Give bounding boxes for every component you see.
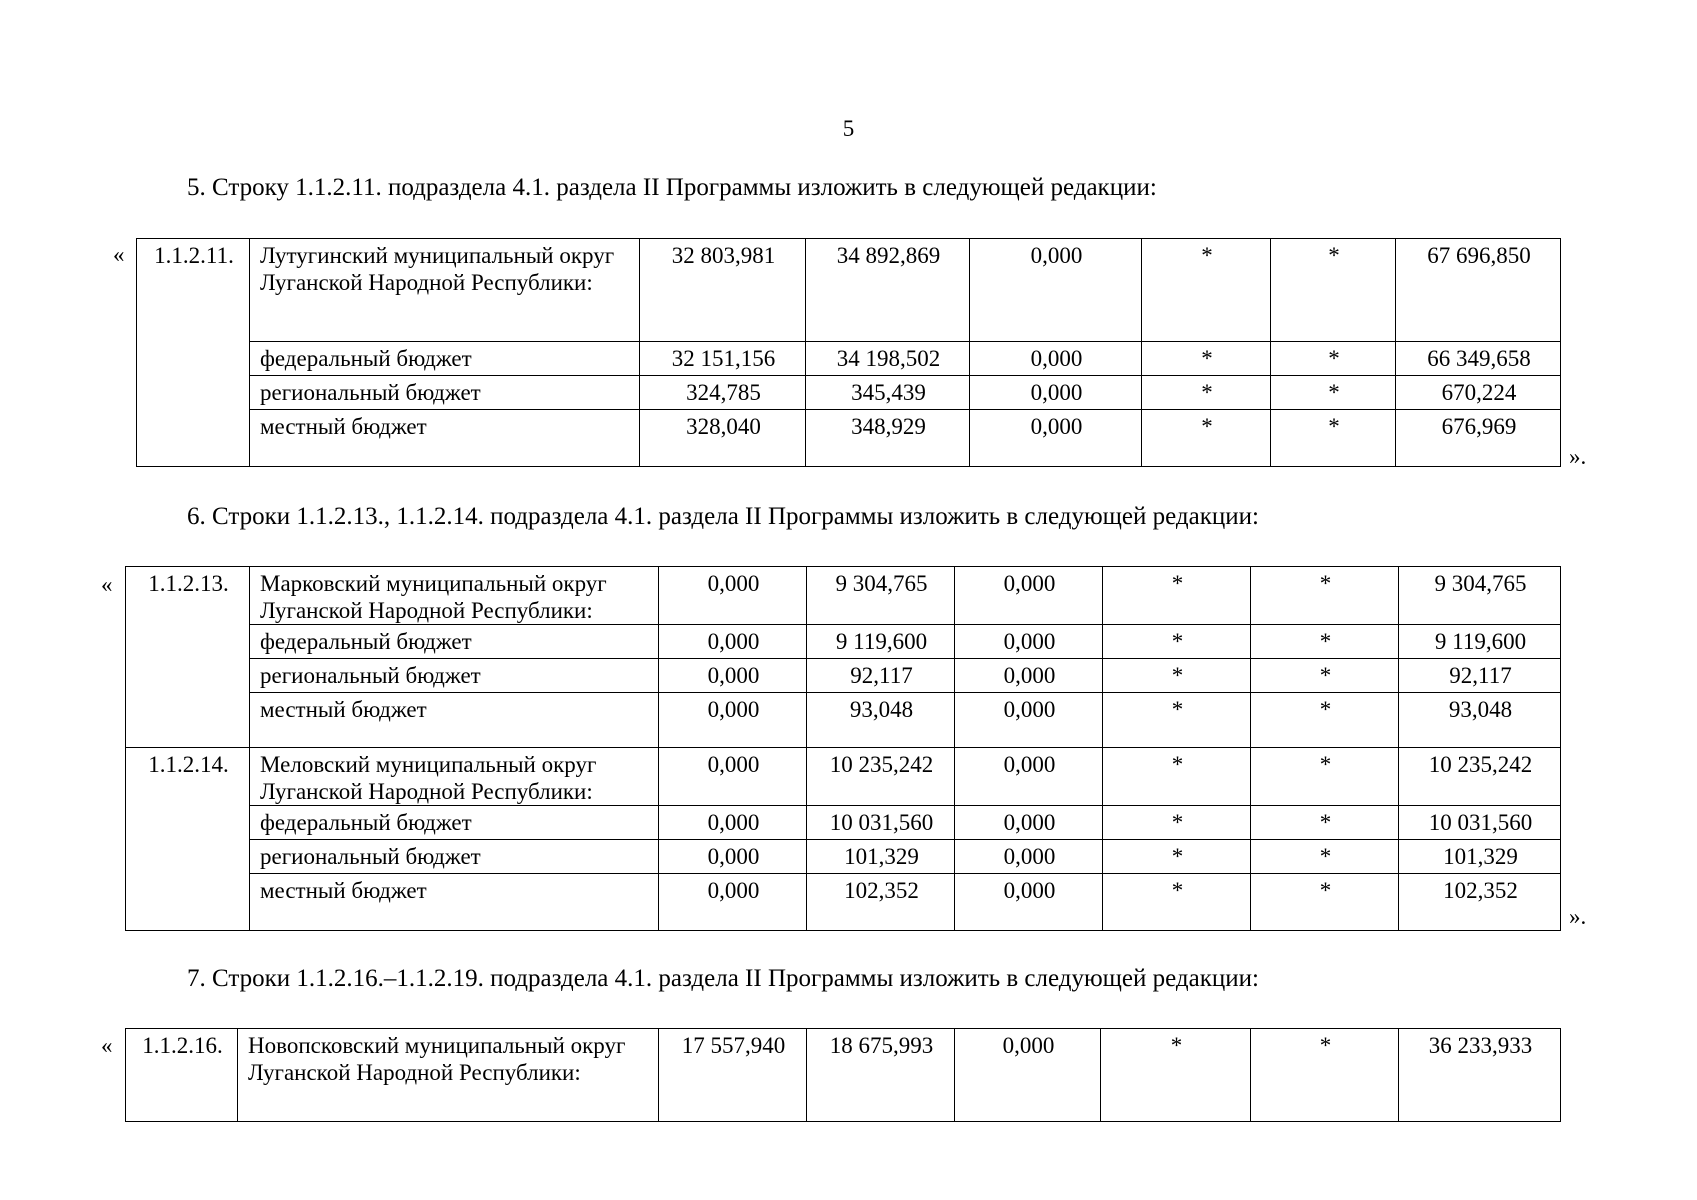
open-quote: «	[101, 572, 113, 597]
row-label: Лутугинский муниципальный округ Луганской Народной Республики:	[250, 239, 640, 342]
value-cell: *	[1103, 625, 1251, 659]
value-cell: 0,000	[659, 567, 807, 625]
value-cell: *	[1251, 1029, 1399, 1122]
value-cell: 0,000	[955, 748, 1103, 806]
open-quote: «	[113, 242, 125, 267]
value-cell: 0,000	[955, 874, 1103, 931]
row-code: 1.1.2.11.	[137, 239, 250, 467]
value-cell: 9 304,765	[807, 567, 955, 625]
value-cell: 345,439	[806, 376, 970, 410]
value-cell: 32 803,981	[640, 239, 806, 342]
value-cell: 10 235,242	[1399, 748, 1561, 806]
row-label: Новопсковский муниципальный округ Луганской Народной Республики:	[238, 1029, 659, 1122]
value-cell: 93,048	[1399, 693, 1561, 748]
value-cell: 0,000	[955, 1029, 1101, 1122]
table-row	[126, 806, 1561, 840]
value-cell: *	[1251, 874, 1399, 931]
value-cell: 328,040	[640, 410, 806, 467]
value-cell: 0,000	[955, 659, 1103, 693]
row-code: 1.1.2.16.	[126, 1029, 238, 1122]
open-quote: «	[101, 1033, 113, 1058]
value-cell: *	[1103, 748, 1251, 806]
value-cell: 0,000	[955, 567, 1103, 625]
close-quote: ».	[1569, 444, 1587, 469]
value-cell: 10 031,560	[1399, 806, 1561, 840]
value-cell: *	[1103, 806, 1251, 840]
value-cell: *	[1103, 874, 1251, 931]
value-cell: 0,000	[970, 410, 1142, 467]
value-cell: 0,000	[955, 625, 1103, 659]
value-cell: *	[1103, 567, 1251, 625]
value-cell: 0,000	[659, 693, 807, 748]
table-row	[126, 840, 1561, 874]
value-cell: *	[1251, 840, 1399, 874]
row-group	[126, 748, 1561, 931]
value-cell: *	[1103, 840, 1251, 874]
value-cell: 324,785	[640, 376, 806, 410]
value-cell: 0,000	[659, 874, 807, 931]
row-code: 1.1.2.13.	[126, 567, 250, 748]
value-cell: *	[1251, 806, 1399, 840]
value-cell: *	[1251, 567, 1399, 625]
row-label: региональный бюджет	[250, 840, 659, 874]
value-cell: 0,000	[970, 239, 1142, 342]
row-label: Марковский муниципальный округ Луганской Народной Республики:	[250, 567, 659, 625]
value-cell: *	[1251, 625, 1399, 659]
row-label: федеральный бюджет	[250, 342, 640, 376]
value-cell: 0,000	[659, 806, 807, 840]
close-quote: ».	[1569, 904, 1587, 929]
row-group	[126, 567, 1561, 748]
value-cell: *	[1271, 239, 1396, 342]
table-row	[126, 1029, 1561, 1122]
value-cell: 34 198,502	[806, 342, 970, 376]
value-cell: 0,000	[970, 376, 1142, 410]
value-cell: 9 119,600	[1399, 625, 1561, 659]
value-cell: 102,352	[807, 874, 955, 931]
value-cell: 0,000	[970, 342, 1142, 376]
table-row	[126, 693, 1561, 748]
value-cell: 0,000	[659, 659, 807, 693]
paragraph-5: 5. Строку 1.1.2.11. подраздела 4.1. раздела II Программы изложить в следующей редакции:	[187, 174, 1157, 201]
value-cell: *	[1103, 693, 1251, 748]
row-label: федеральный бюджет	[250, 625, 659, 659]
table-row	[137, 239, 1561, 342]
budget-table-1	[136, 238, 1561, 467]
value-cell: 0,000	[955, 806, 1103, 840]
table-row	[126, 874, 1561, 931]
row-label: региональный бюджет	[250, 659, 659, 693]
value-cell: 101,329	[1399, 840, 1561, 874]
value-cell: *	[1142, 342, 1271, 376]
value-cell: 348,929	[806, 410, 970, 467]
row-label: местный бюджет	[250, 874, 659, 931]
table-row	[126, 659, 1561, 693]
value-cell: *	[1251, 659, 1399, 693]
value-cell: 10 031,560	[807, 806, 955, 840]
value-cell: *	[1271, 376, 1396, 410]
row-label: Меловский муниципальный округ Луганской Народной Республики:	[250, 748, 659, 806]
row-code: 1.1.2.14.	[126, 748, 250, 931]
budget-table-2	[125, 566, 1561, 931]
value-cell: 0,000	[659, 625, 807, 659]
value-cell: 9 304,765	[1399, 567, 1561, 625]
table-row	[137, 376, 1561, 410]
value-cell: 66 349,658	[1396, 342, 1561, 376]
table-row	[126, 567, 1561, 625]
value-cell: 10 235,242	[807, 748, 955, 806]
row-label: федеральный бюджет	[250, 806, 659, 840]
row-label: региональный бюджет	[250, 376, 640, 410]
table-row	[126, 625, 1561, 659]
value-cell: 92,117	[1399, 659, 1561, 693]
row-group	[126, 1029, 1561, 1122]
budget-table-3	[125, 1028, 1561, 1122]
table-row	[137, 410, 1561, 467]
value-cell: 0,000	[659, 840, 807, 874]
value-cell: *	[1271, 410, 1396, 467]
paragraph-6: 6. Строки 1.1.2.13., 1.1.2.14. подраздела 4.1. раздела II Программы изложить в следующей редакции:	[187, 503, 1259, 530]
paragraph-7: 7. Строки 1.1.2.16.–1.1.2.19. подраздела 4.1. раздела II Программы изложить в следующей редакции:	[187, 965, 1259, 992]
value-cell: 18 675,993	[807, 1029, 955, 1122]
value-cell: *	[1103, 659, 1251, 693]
value-cell: 67 696,850	[1396, 239, 1561, 342]
value-cell: *	[1142, 410, 1271, 467]
value-cell: 676,969	[1396, 410, 1561, 467]
value-cell: 101,329	[807, 840, 955, 874]
value-cell: *	[1271, 342, 1396, 376]
value-cell: 670,224	[1396, 376, 1561, 410]
value-cell: 36 233,933	[1399, 1029, 1561, 1122]
value-cell: 0,000	[955, 840, 1103, 874]
value-cell: 32 151,156	[640, 342, 806, 376]
row-label: местный бюджет	[250, 693, 659, 748]
value-cell: *	[1101, 1029, 1251, 1122]
value-cell: *	[1142, 239, 1271, 342]
row-group	[137, 239, 1561, 467]
value-cell: 0,000	[955, 693, 1103, 748]
row-label: местный бюджет	[250, 410, 640, 467]
value-cell: *	[1142, 376, 1271, 410]
value-cell: 102,352	[1399, 874, 1561, 931]
value-cell: *	[1251, 748, 1399, 806]
page-number: 5	[842, 116, 855, 141]
value-cell: 92,117	[807, 659, 955, 693]
table-row	[126, 748, 1561, 806]
value-cell: 17 557,940	[659, 1029, 807, 1122]
value-cell: 34 892,869	[806, 239, 970, 342]
table-row	[137, 342, 1561, 376]
value-cell: 0,000	[659, 748, 807, 806]
value-cell: 9 119,600	[807, 625, 955, 659]
value-cell: *	[1251, 693, 1399, 748]
value-cell: 93,048	[807, 693, 955, 748]
